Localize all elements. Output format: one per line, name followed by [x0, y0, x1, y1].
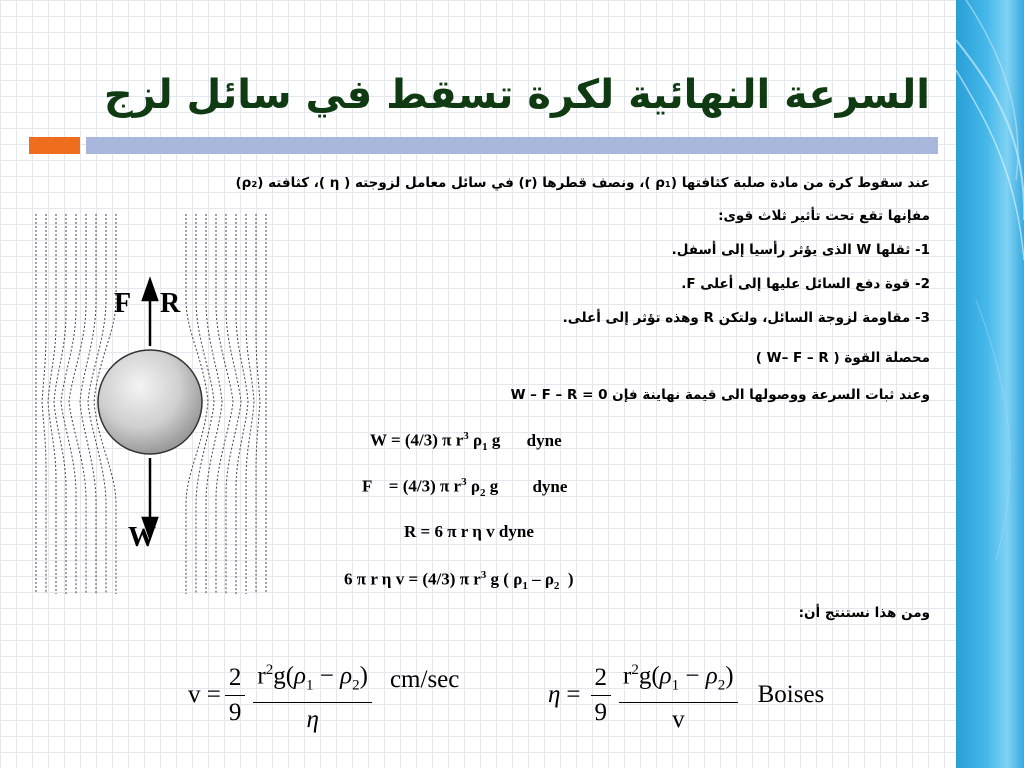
force-weight-line: 1- ثقلها W الذى يؤثر رأسيا إلى أسفل.: [671, 242, 930, 258]
label-force-r: R: [160, 288, 181, 319]
conclusion-line: ومن هذا نستنتج أن:: [798, 605, 930, 621]
intro-line: عند سقوط كرة من مادة صلبة كثافتها (ρ₁ )، ونصف قطرها (r) في سائل معامل لزوجته ( η )، كثافته (ρ₂): [235, 175, 930, 191]
label-force-f: F: [114, 288, 132, 319]
formula-terminal-velocity: v = $\frac{2}{9}$ $\frac{r^2g(\rho_1 - \rho_2)}{\eta}$ cm/sec: [188, 655, 459, 735]
force-resistance-line: 3- مقاومة لزوجة السائل، ولتكن R وهذه تؤثر إلى أعلى.: [562, 310, 930, 326]
force-buoyancy-line: 2- قوة دفع السائل عليها إلى أعلى F.: [681, 276, 930, 292]
label-force-w: W: [128, 522, 156, 553]
formula-viscosity: η = $\frac{2}{9}$ $\frac{r^2g(\rho_1 - \rho_2)}{v}$ Boises: [548, 655, 824, 735]
slide-title: السرعة النهائية لكرة تسقط في سائل لزج: [103, 72, 930, 118]
terminal-condition-line: وعند ثبات السرعة ووصولها الى قيمة نهاينة فإن W – F – R = 0: [510, 387, 930, 403]
equation-buoyancy: F = (4/3) π $r^3$ $\rho_2$ g dyne: [362, 476, 568, 500]
sphere: [98, 350, 202, 454]
equation-balance: 6 π r η v = (4/3) π $r^3$ g ( $\rho_1 - \rho_2$ ): [344, 569, 574, 593]
wave-decoration: [956, 0, 1024, 768]
accent-bar-orange: [29, 137, 80, 154]
forces-intro: مفإنها تقع تحت تأثير ثلاث قوى:: [718, 208, 930, 224]
equation-resistance: R = 6 π r η v dyne: [404, 522, 534, 541]
accent-bar-blue: [86, 137, 938, 154]
arrow-up-icon: [143, 280, 157, 300]
decorative-side-band: [956, 0, 1024, 768]
net-force-line: محصلة القوة ( W– F – R ): [755, 350, 930, 366]
falling-sphere-diagram: [28, 214, 274, 594]
equation-weight: W = (4/3) π $r^3$ $\rho_1$ g dyne: [370, 430, 562, 454]
